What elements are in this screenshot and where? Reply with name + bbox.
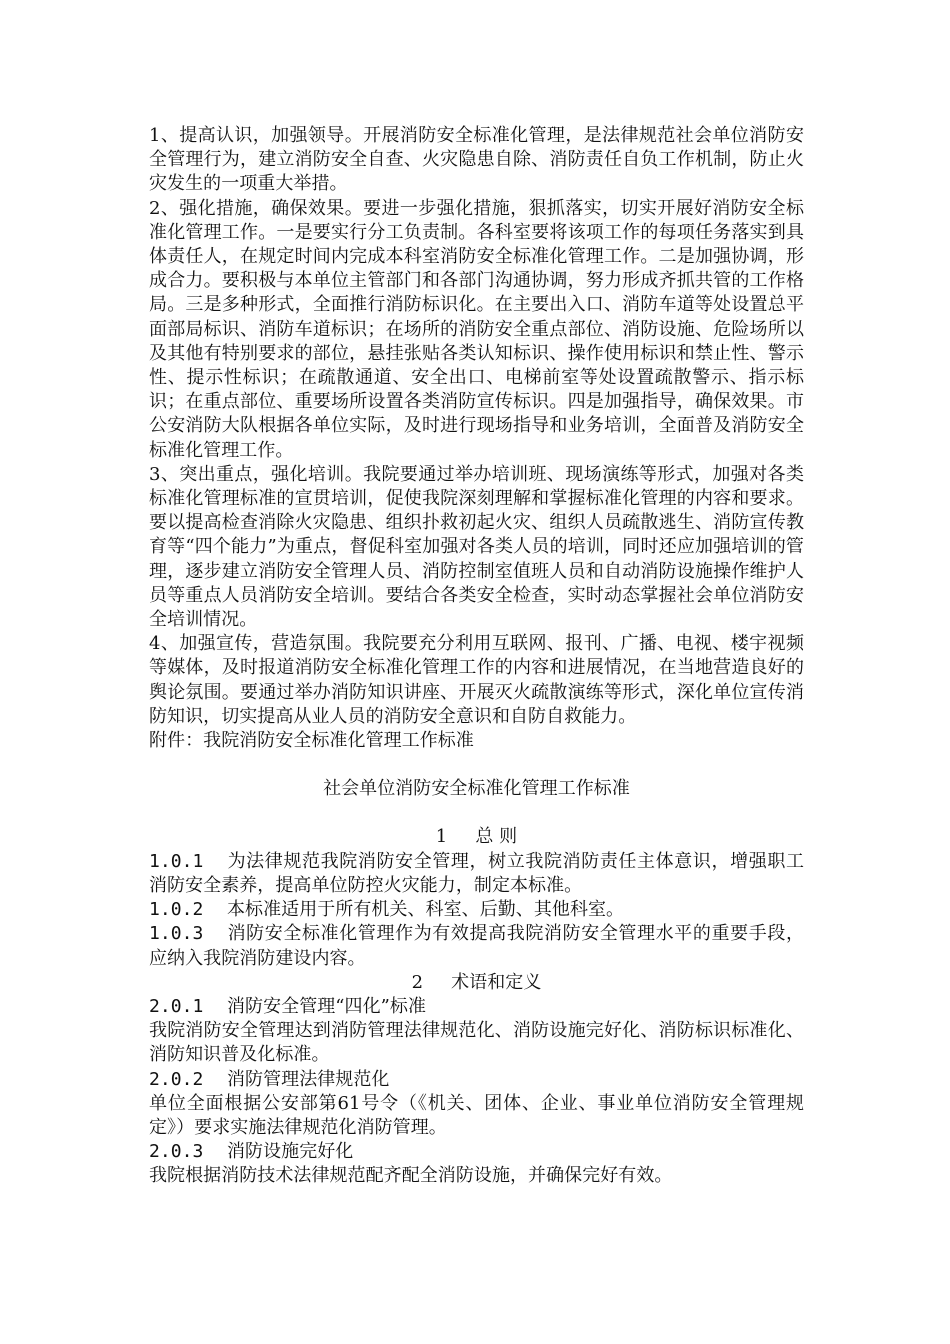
clause-term: 消防安全管理“四化”标准 <box>227 995 427 1017</box>
section-heading-1 <box>149 825 804 849</box>
paragraph-3: 3、突出重点，强化培训。我院要通过举办培训班、现场演练等形式，加强对各类标准化管理标准的宣贯培训，促使我院深刻理解和掌握标准化管理的内容和要求。要以提高检查消除火灾隐患、组织扑救初起火灾、组织人员疏散逃生、消防宣传教育等“四个能力”为重点，督促科室加强对各类人员的培训，同时还应加强培训的管理，逐步建立消防安全管理人员、消防控制室值班人员和自动消防设施操作维护人员等重点人员消防安全培训。要结合各类安全检查，实时动态掌握社会单位消防安全培训情况。 <box>149 463 804 631</box>
clause-term: 消防管理法律规范化 <box>227 1068 390 1090</box>
clause-number: 2.0.1 <box>149 995 204 1017</box>
clause-2-0-3-body: 我院根据消防技术法律规范配齐配全消防设施，并确保完好有效。 <box>149 1165 673 1187</box>
clause-1-0-3 <box>149 922 804 970</box>
clause-2-0-2 <box>149 1068 804 1092</box>
paragraph-4: 4、加强宣传，营造氛围。我院要充分利用互联网、报刊、广播、电视、楼宇视频等媒体，及时报道消防安全标准化管理工作的内容和进展情况，在当地营造良好的舆论氛围。要通过举办消防知识讲座、开展灭火疏散演练等形式，深化单位宣传消防知识，切实提高从业人员的消防安全意识和自防自救能力。 <box>149 633 804 727</box>
section-title: 总 则 <box>475 826 518 848</box>
section-title: 术语和定义 <box>451 971 542 993</box>
clause-2-0-1-body: 我院消防安全管理达到消防管理法律规范化、消防设施完好化、消防标识标准化、消防知识普及化标准。 <box>149 1020 804 1066</box>
document-page <box>149 124 804 1189</box>
clause-text: 本标准适用于所有机关、科室、后勤、其他科室。 <box>227 899 625 921</box>
document-title: 社会单位消防安全标准化管理工作标准 <box>323 778 630 800</box>
clause-number: 2.0.2 <box>149 1068 204 1090</box>
section-number: 1 <box>435 826 448 848</box>
clause-1-0-1 <box>149 850 804 898</box>
section-heading-2 <box>149 971 804 995</box>
clause-2-0-3 <box>149 1140 804 1164</box>
section-number: 2 <box>411 971 424 993</box>
clause-2-0-2-body: 单位全面根据公安部第61号令（《机关、团体、企业、事业单位消防安全管理规定》）要求实施法律规范化消防管理。 <box>149 1092 804 1138</box>
clause-2-0-1 <box>149 995 804 1019</box>
paragraph-1: 1、提高认识，加强领导。开展消防安全标准化管理，是法律规范社会单位消防安全管理行为，建立消防安全自查、火灾隐患自除、消防责任自负工作机制，防止火灾发生的一项重大举措。 <box>149 125 804 195</box>
clause-text: 消防安全标准化管理作为有效提高我院消防安全管理水平的重要手段，应纳入我院消防建设内容。 <box>149 923 804 969</box>
clause-term: 消防设施完好化 <box>227 1141 354 1163</box>
clause-number: 1.0.3 <box>149 923 204 945</box>
paragraph-2: 2、强化措施，确保效果。要进一步强化措施，狠抓落实，切实开展好消防安全标准化管理工作。一是要实行分工负责制。各科室要将该项工作的每项任务落实到具体责任人，在规定时间内完成本科室消防安全标准化管理工作。二是加强协调，形成合力。要积极与本单位主管部门和各部门沟通协调，努力形成齐抓共管的工作格局。三是多种形式，全面推行消防标识化。在主要出入口、消防车道等处设置总平面部局标识、消防车道标识；在场所的消防安全重点部位、消防设施、危险场所以及其他有特别要求的部位，悬挂张贴各类认知标识、操作使用标识和禁止性、警示性、提示性标识；在疏散通道、安全出口、电梯前室等处设置疏散警示、指示标识；在重点部位、重要场所设置各类消防宣传标识。四是加强指导，确保效果。市公安消防大队根据各单位实际，及时进行现场指导和业务培训，全面普及消防安全标准化管理工作。 <box>149 197 804 461</box>
clause-number: 2.0.3 <box>149 1141 204 1163</box>
clause-number: 1.0.2 <box>149 899 204 921</box>
clause-text: 为法律规范我院消防安全管理，树立我院消防责任主体意识，增强职工消防安全素养，提高单位防控火灾能力，制定本标准。 <box>149 850 804 896</box>
clause-number: 1.0.1 <box>149 850 204 872</box>
clause-1-0-2 <box>149 898 804 922</box>
attachment-line: 附件：我院消防安全标准化管理工作标准 <box>149 730 474 752</box>
